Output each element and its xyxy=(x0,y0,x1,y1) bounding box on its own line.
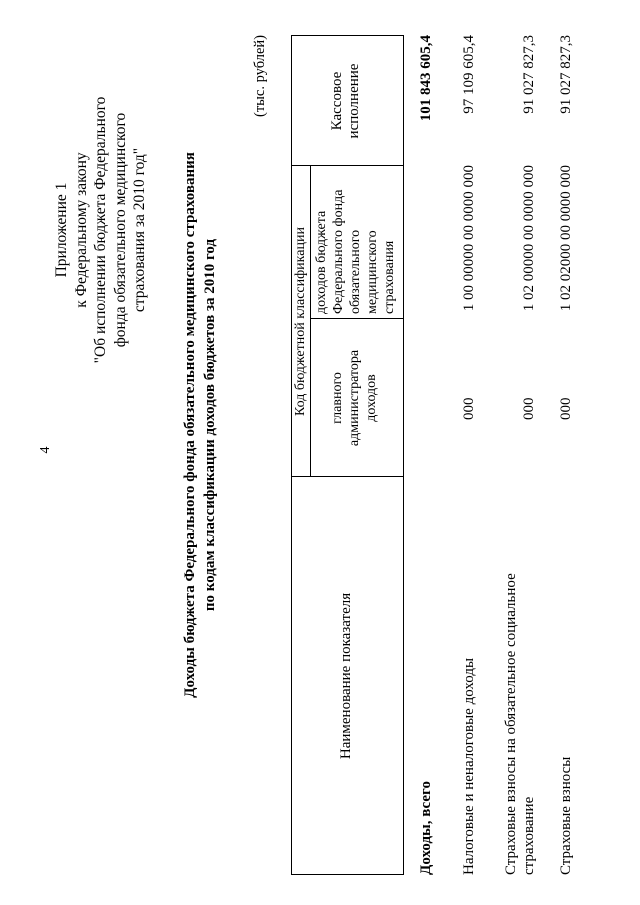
header-border-bottom xyxy=(403,35,404,875)
title-line-1: Доходы бюджета Федерального фонда обязательного медицинского страхования xyxy=(182,152,198,698)
page-number: 4 xyxy=(38,446,53,454)
header-execution xyxy=(329,36,363,166)
header-income-line: доходов бюджета xyxy=(314,210,329,314)
header-admin-line: администратора xyxy=(347,349,362,447)
row-value: 91 027 827,3 xyxy=(521,35,537,114)
row-name: Налоговые и неналоговые доходы xyxy=(461,657,477,875)
table-header xyxy=(291,35,404,875)
row-value: 97 109 605,4 xyxy=(461,35,477,114)
row-income-code: 1 02 02000 00 0000 000 xyxy=(558,165,574,312)
row-value: 101 843 605,4 xyxy=(418,35,434,122)
appendix-line: фонда обязательного медицинского xyxy=(111,112,129,348)
header-income-line: обязательного xyxy=(348,229,363,314)
header-admin-line: главного xyxy=(330,372,345,424)
row-name-line: Страховые взносы на обязательное социальное xyxy=(503,573,519,875)
units-label: (тыс. рублей) xyxy=(252,35,268,117)
row-name: Доходы, всего xyxy=(418,781,434,875)
header-name: Наименование показателя xyxy=(338,592,354,760)
divider-code-subheader xyxy=(310,165,311,477)
header-code-group: Код бюджетной классификации xyxy=(293,227,308,416)
appendix-line: "Об исполнении бюджета Федерального xyxy=(92,96,109,364)
header-execution-line: Кассовое xyxy=(329,71,345,131)
header-admin-line: доходов xyxy=(364,374,379,422)
row-admin-code: 000 xyxy=(521,397,537,420)
row-value: 91 027 827,3 xyxy=(558,35,574,114)
header-income-code xyxy=(313,166,398,314)
title-line-2: по кодам классификации доходов бюджетов за 2010 год xyxy=(202,238,218,612)
appendix-line: страхования за 2010 год" xyxy=(131,147,148,313)
header-admin xyxy=(329,319,380,477)
row-admin-code: 000 xyxy=(461,397,477,420)
header-income-line: медицинского xyxy=(365,230,380,314)
header-execution-line: исполнение xyxy=(346,63,362,139)
header-income-line: страхования xyxy=(382,240,397,314)
header-income-line: Федерального фонда xyxy=(331,189,346,314)
document-title xyxy=(180,45,220,805)
row-admin-code: 000 xyxy=(558,397,574,420)
appendix-line: Приложение 1 xyxy=(53,182,70,278)
appendix-line: к Федеральному закону xyxy=(72,152,90,308)
row-name-line: страхование xyxy=(521,796,537,875)
row-name: Страховые взносы xyxy=(558,756,574,875)
row-income-code: 1 02 00000 00 0000 000 xyxy=(521,165,537,312)
appendix-block xyxy=(52,65,150,395)
row-name xyxy=(502,480,538,875)
row-income-code: 1 00 00000 00 0000 000 xyxy=(461,165,477,312)
